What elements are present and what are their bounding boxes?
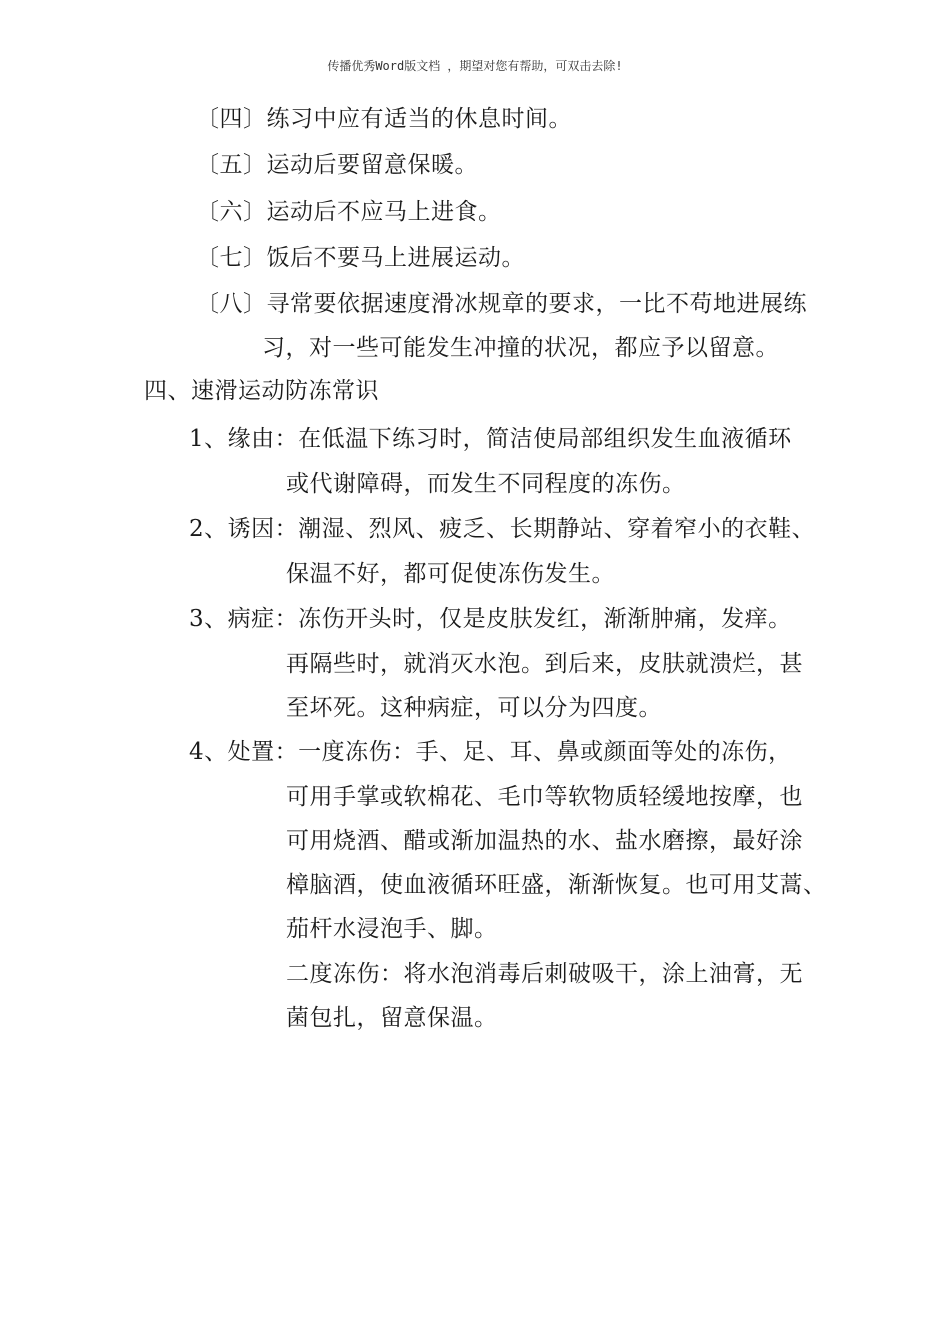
list-item (196, 197, 502, 227)
list-item (196, 104, 572, 134)
item-continuation: 可用烧酒、醋或渐加温热的水、盐水磨擦，最好涂 (286, 828, 803, 854)
section-heading: 四、速滑运动防冻常识 (144, 378, 379, 404)
item-continuation: 再隔些时，就消灭水泡。到后来，皮肤就溃烂，甚 (286, 651, 803, 677)
item-marker: 〔六〕 (196, 199, 267, 225)
item-continuation: 保温不好，都可促使冻伤发生。 (286, 561, 615, 587)
item-text: 在低温下练习时，简洁使局部组织发生血液循环 (298, 426, 792, 452)
item-text: 寻常要依据速度滑冰规章的要求，一比不苟地进展练 (266, 291, 807, 317)
item-continuation: 樟脑酒，使血液循环旺盛，渐渐恢复。也可用艾蒿、 (286, 872, 827, 898)
item-text: 一度冻伤：手、足、耳、鼻或颜面等处的冻伤， (298, 739, 792, 765)
item-text: 运动后要留意保暖。 (266, 152, 478, 178)
item-continuation: 茄杆水浸泡手、脚。 (286, 916, 498, 942)
item-marker: 〔八〕 (196, 291, 267, 317)
item-continuation: 菌包扎，留意保温。 (286, 1005, 498, 1031)
list-item (196, 243, 525, 273)
item-text: 潮湿、烈风、疲乏、长期静站、穿着窄小的衣鞋、 (298, 516, 816, 542)
item-marker: 3、病症： (189, 606, 299, 632)
list-item (196, 150, 478, 180)
item-marker: 〔七〕 (196, 245, 267, 271)
item-text: 运动后不应马上进食。 (266, 199, 502, 225)
list-item (189, 514, 815, 544)
item-marker: 〔五〕 (196, 152, 267, 178)
list-item (196, 289, 807, 319)
item-marker: 4、处置： (189, 739, 299, 765)
page-header: 传播优秀Word版文档 ，期望对您有帮助，可双击去除! (327, 59, 623, 73)
item-marker: 2、诱因： (189, 516, 299, 542)
item-text: 冻伤开头时，仅是皮肤发红，渐渐肿痛，发痒。 (298, 606, 792, 632)
list-item (189, 424, 792, 454)
item-text: 练习中应有适当的休息时间。 (266, 106, 572, 132)
list-item (189, 737, 792, 767)
item-continuation: 二度冻伤：将水泡消毒后刺破吸干，涂上油膏，无 (286, 961, 803, 987)
item-continuation: 可用手掌或软棉花、毛巾等软物质轻缓地按摩，也 (286, 784, 803, 810)
item-text: 饭后不要马上进展运动。 (266, 245, 525, 271)
item-marker: 〔四〕 (196, 106, 267, 132)
item-continuation: 或代谢障碍，而发生不同程度的冻伤。 (286, 471, 686, 497)
list-item (189, 604, 792, 634)
item-continuation: 习，对一些可能发生冲撞的状况，都应予以留意。 (262, 335, 779, 361)
item-continuation: 至坏死。这种病症，可以分为四度。 (286, 695, 662, 721)
item-marker: 1、缘由： (189, 426, 299, 452)
